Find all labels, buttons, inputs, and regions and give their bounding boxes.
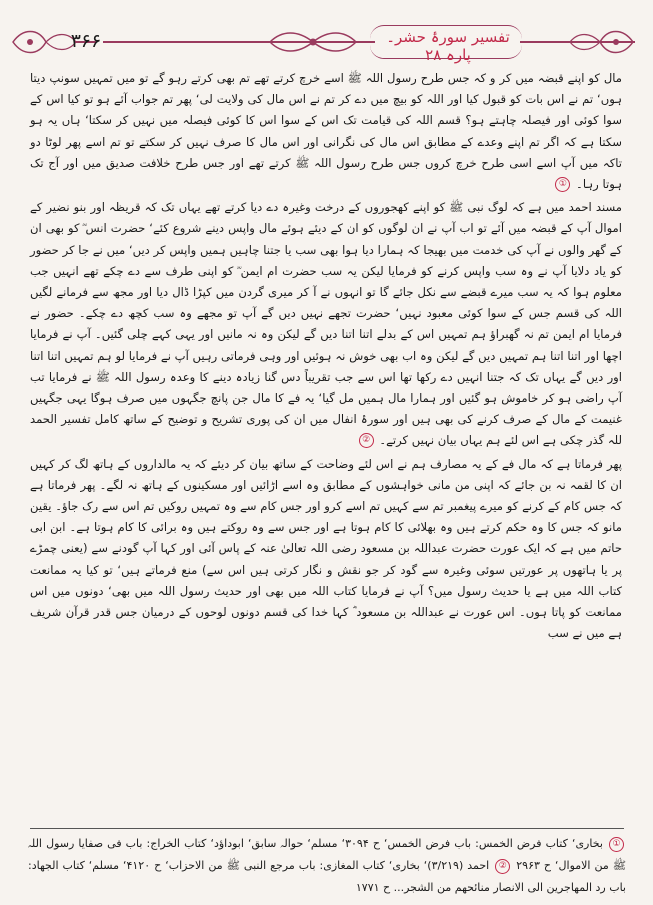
footnote-1-text: بخاری‘ کتاب فرض الخمس: باب فرض الخمس‘ ح ۳۰۹۴‘ مسلم‘ حوالہ سابق‘ ابوداؤد‘ کتاب الخراج: باب فی صفایا رسول اللہ ﷺ من الاموال‘ ح ۲۹۶۳ bbox=[28, 837, 627, 872]
footnotes bbox=[28, 833, 626, 899]
header-ornament-right bbox=[548, 24, 638, 60]
paragraph-1-text: مال کو اپنے قبضہ میں کر و کہ جس طرح رسول اللہ ﷺ اسے خرچ کرتے تھے تم بھی کرتے رہو گے تو میں تمہیں سونپ دیتا ہوں‘ تم نے اس بات کو قبول کیا اور اللہ کو بیچ میں دے کر تم نے اس مال کی ولایت لی‘ پھر تم جواب آئے ہو تو کیا اس کے سوا کوئی اور فیصلہ چاہتے ہو؟ قسم اللہ کی قیامت تک اس کے سوا اس کا کوئی فیصلہ میں نہیں کر سکتا‘ ہاں یہ ہو سکتا ہے کہ اگر تم اپنے وعدے کے مطابق اس مال کی نگرانی اور اس مال کا صرف نہیں کر سکتے تو تم اسے پھر لوٹا دو تاکہ میں آپ اسے اسی طرح خرچ کروں جس طرح رسول اللہ ﷺ کرتے تھے اور جس طرح خلافت صدیق میں اور آج تک ہوتا رہا۔ bbox=[30, 71, 622, 192]
page-header bbox=[8, 24, 645, 64]
paragraph-2 bbox=[30, 197, 622, 451]
footnote-1-marker: ① bbox=[609, 837, 624, 852]
paragraph-3-text: پھر فرماتا ہے کہ مال فے کے یہ مصارف ہم نے اس لئے وضاحت کے ساتھ بیان کر دیئے کہ یہ مالداروں کے ہاتھ لگ کر کہیں ان کا لقمہ نہ بن جائے کہ اپنی من مانی خواہشوں کے مطابق وہ اسے اڑائیں اور مسکینوں کے ہاتھ نہ لگے۔ پھر فرماتا ہے کہ جس کام کے کرنے کو میرے پیغمبر تم سے کہیں تم اسے کرو اور جس کام سے وہ تمہیں روکیں تم اس سے رک جاؤ۔ یقین مانو کہ جس کا وہ حکم کرتے ہیں وہ بھلائی کا کام ہوتا ہے اور جس سے وہ روکتے ہیں وہ برائی کا کام ہوتا ہے۔ ابن ابی حاتم میں ہے کہ ایک عورت حضرت عبداللہ بن مسعود رضی اللہ تعالیٰ عنہ کے پاس آئی اور کہا آپ گودنے سے (یعنی چمڑے پر یا ہاتھوں پر عورتیں سوئی وغیرہ سے گود کر جو نقش و نگار کرتی ہیں اس سے) منع فرماتے ہیں‘ تو کیا یہ ممانعت کتاب اللہ میں ہے یا حدیث رسول میں؟ آپ نے فرمایا کتاب اللہ میں بھی اور حدیث رسول اللہ میں بھی‘ دونوں میں اس ممانعت کو پاتا ہوں۔ اس عورت نے عبداللہ بن مسعود ؓ کہا خدا کی قسم دونوں لوحوں کے درمیان جس قدر قرآن شریف ہے میں نے سب bbox=[30, 456, 622, 641]
main-text bbox=[30, 68, 622, 644]
header-ornament-middle bbox=[268, 24, 358, 60]
paragraph-3 bbox=[30, 454, 622, 645]
page-number: ۳۶۶ bbox=[70, 30, 102, 52]
footnote-2-text: احمد (۳/۲۱۹)‘ بخاری‘ کتاب المغازی: باب مرجع النبی ﷺ من الاحزاب‘ ح ۴۱۲۰‘ مسلم‘ کتاب الجهاد: باب رد المهاجرین الی الانصار منائحهم من الشجر... ح ۱۷۷۱ bbox=[28, 859, 626, 894]
footnote-marker-2: ② bbox=[359, 433, 374, 448]
footnote-divider bbox=[30, 828, 624, 829]
footnote-2-marker: ② bbox=[495, 859, 510, 874]
running-title: تفسیر سورۂ حشر۔ پارہ ۲۸ bbox=[386, 28, 510, 64]
footnote-marker-1: ① bbox=[555, 177, 570, 192]
paragraph-1 bbox=[30, 68, 622, 195]
paragraph-2-text: مسند احمد میں ہے کہ لوگ نبی ﷺ کو اپنے کھجوروں کے درخت وغیرہ دے دیا کرتے تھے یہاں تک کہ قریظہ اور بنو نضیر کے اموال آپ کے قبضہ میں آئے تو اب آپ نے ان لوگوں کو ان کے دیئے ہوئے مال واپس دینے شروع کئے‘ حضرت انس ؓ کو بھی ان کے گھر والوں نے آپ کی خدمت میں بھیجا کہ ہمارا دیا ہوا بھی سب یا جتنا چاہیں ہمیں واپس کر دیں‘ میں نے جا کر حضور کو یاد دلایا آپ نے وہ سب واپس کرنے کو فرمایا لیکن یہ سب حضرت ام ایمن ؓ کو اپنی طرف سے دے چکے تھے انہیں جب معلوم ہوا کہ یہ سب میرے قبضے سے نکل جائے گا تو انہوں نے آ کر میری گردن میں کپڑا ڈال دیا اور مجھ سے فرمانے لگیں اللہ کی قسم جس کے سوا کوئی معبود نہیں‘ حضرت تجھے نہیں دیں گے آپ تو مجھے وہ سب کچھ دے چکے۔ حضور نے فرمایا ام ایمن تم نہ گھبراؤ ہم تمہیں اس کے بدلے اتنا اتنا دیں گے لیکن وہ نہ مانیں اور یہی کہے چلی گئیں۔ آپ نے فرمایا اچھا اور اتنا اتنا ہم تمہیں دیں گے لیکن وہ اب بھی خوش نہ ہوئیں اور وہی فرماتی رہیں آپ نے فرمایا لو ہم تمہیں اتنا اتنا اور دیں گے یہاں تک کہ جتنا انہیں دے رکھا تھا اس سے جب تقریباً دس گنا زیادہ دینے کا وعدہ رسول اللہ ﷺ نے فرمایا تب آپ راضی ہو کر خاموش ہو گئیں اور ہمارا مال ہمیں مل گیا‘ یہ فے کا مال جن پانچ جگہوں میں صرف ہوگا یہی جگہیں غنیمت کے مال کے صرف کرنے کی بھی ہیں اور سورۂ انفال میں ان کی پوری تشریح و توضیح کے ساتھ کامل تفسیر الحمد للہ گذر چکی ہے اس لئے ہم یہاں بیان نہیں کرتے۔ bbox=[30, 200, 622, 448]
